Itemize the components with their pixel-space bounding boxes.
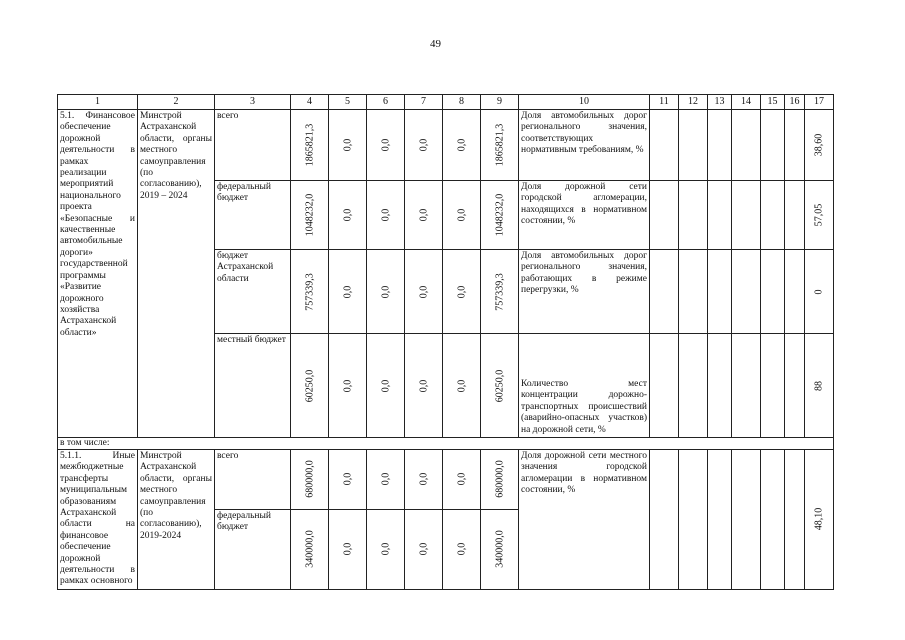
- value-cell: 1865821,3: [291, 110, 329, 181]
- value-cell: 1048232,0: [291, 181, 329, 250]
- value-cell: 0,0: [405, 110, 443, 181]
- col-header: 9: [481, 95, 519, 110]
- value-cell: 757339,3: [481, 250, 519, 334]
- value-cell: 0,0: [329, 334, 367, 438]
- col-header: 16: [785, 95, 805, 110]
- executor: Минстрой Астраханской области, органы местного самоуправления (по согласованию), 2019-2024: [138, 450, 215, 590]
- activity-name: 5.1. Финансовое обеспечение дорожной деятельности в рамках реализации мероприятий национального проекта «Безопасные и качественные автомобильные дороги» государственной программы «Развитие дорожного хозяйства Астраханской области»: [58, 110, 138, 438]
- value-cell: 0,0: [329, 450, 367, 510]
- indicator-text: Доля автомобильных дорог регионального значения, работающих в режиме перегрузки, %: [519, 250, 650, 334]
- value-cell: 0,0: [443, 450, 481, 510]
- col-header: 11: [650, 95, 679, 110]
- col-header: 10: [519, 95, 650, 110]
- value-cell: 0,0: [367, 334, 405, 438]
- table-row: [58, 450, 834, 510]
- col-header: 4: [291, 95, 329, 110]
- value-cell: 0,0: [405, 250, 443, 334]
- value-cell: 60250,0: [481, 334, 519, 438]
- col-header: 13: [708, 95, 732, 110]
- funding-source: местный бюджет: [215, 334, 291, 438]
- indicator-value: 57,05: [805, 181, 834, 250]
- value-cell: 0,0: [443, 334, 481, 438]
- value-cell: 0,0: [405, 509, 443, 589]
- col-header: 5: [329, 95, 367, 110]
- value-cell: 340000,0: [291, 509, 329, 589]
- value-cell: 0,0: [405, 450, 443, 510]
- funding-source: бюджет Астраханской области: [215, 250, 291, 334]
- col-header: 8: [443, 95, 481, 110]
- executor: Минстрой Астраханской области, органы местного самоуправления (по согласованию), 2019 – 2024: [138, 110, 215, 438]
- value-cell: 0,0: [443, 110, 481, 181]
- value-cell: 340000,0: [481, 509, 519, 589]
- program-table: [57, 94, 834, 590]
- funding-source: федеральный бюджет: [215, 181, 291, 250]
- value-cell: 0,0: [405, 334, 443, 438]
- value-cell: 0,0: [329, 509, 367, 589]
- col-header: 6: [367, 95, 405, 110]
- funding-source: всего: [215, 450, 291, 510]
- value-cell: 0,0: [367, 450, 405, 510]
- value-cell: 0,0: [367, 250, 405, 334]
- value-cell: 757339,3: [291, 250, 329, 334]
- value-cell: 0,0: [443, 509, 481, 589]
- including-label: в том числе:: [58, 438, 834, 450]
- col-header: 1: [58, 95, 138, 110]
- indicator-value: 38,60: [805, 110, 834, 181]
- header-row: [58, 95, 834, 110]
- indicator-text: Доля дорожной сети местного значения городской агломерации в нормативном состоянии, %: [519, 450, 650, 590]
- value-cell: 0,0: [329, 181, 367, 250]
- indicator-value: 0: [805, 250, 834, 334]
- col-header: 3: [215, 95, 291, 110]
- col-header: 17: [805, 95, 834, 110]
- value-cell: 0,0: [443, 250, 481, 334]
- value-cell: 0,0: [367, 509, 405, 589]
- col-header: 15: [761, 95, 785, 110]
- indicator-value: 88: [805, 334, 834, 438]
- value-cell: 0,0: [405, 181, 443, 250]
- indicator-text: Количество мест концентрации дорожно-транспортных происшествий (аварийно-опасных участков) на дорожной сети, %: [519, 334, 650, 438]
- col-header: 12: [679, 95, 708, 110]
- value-cell: 0,0: [367, 110, 405, 181]
- table-row: [58, 110, 834, 181]
- col-header: 7: [405, 95, 443, 110]
- value-cell: 60250,0: [291, 334, 329, 438]
- table-row: [58, 438, 834, 450]
- indicator-text: Доля автомобильных дорог регионального значения, соответствующих нормативным требованиям, %: [519, 110, 650, 181]
- funding-source: всего: [215, 110, 291, 181]
- value-cell: 0,0: [329, 250, 367, 334]
- col-header: 2: [138, 95, 215, 110]
- value-cell: 0,0: [443, 181, 481, 250]
- value-cell: 680000,0: [481, 450, 519, 510]
- value-cell: 1048232,0: [481, 181, 519, 250]
- value-cell: 680000,0: [291, 450, 329, 510]
- page-number: 49: [430, 38, 441, 50]
- indicator-value: 48,10: [805, 450, 834, 590]
- activity-name: 5.1.1. Иные межбюджетные трансферты муниципальным образованиям Астраханской области на финансовое обеспечение дорожной деятельности в рамках основного: [58, 450, 138, 590]
- value-cell: 0,0: [329, 110, 367, 181]
- value-cell: 0,0: [367, 181, 405, 250]
- value-cell: 1865821,3: [481, 110, 519, 181]
- funding-source: федеральный бюджет: [215, 509, 291, 589]
- indicator-text: Доля дорожной сети городской агломерации, находящихся в нормативном состоянии, %: [519, 181, 650, 250]
- col-header: 14: [732, 95, 761, 110]
